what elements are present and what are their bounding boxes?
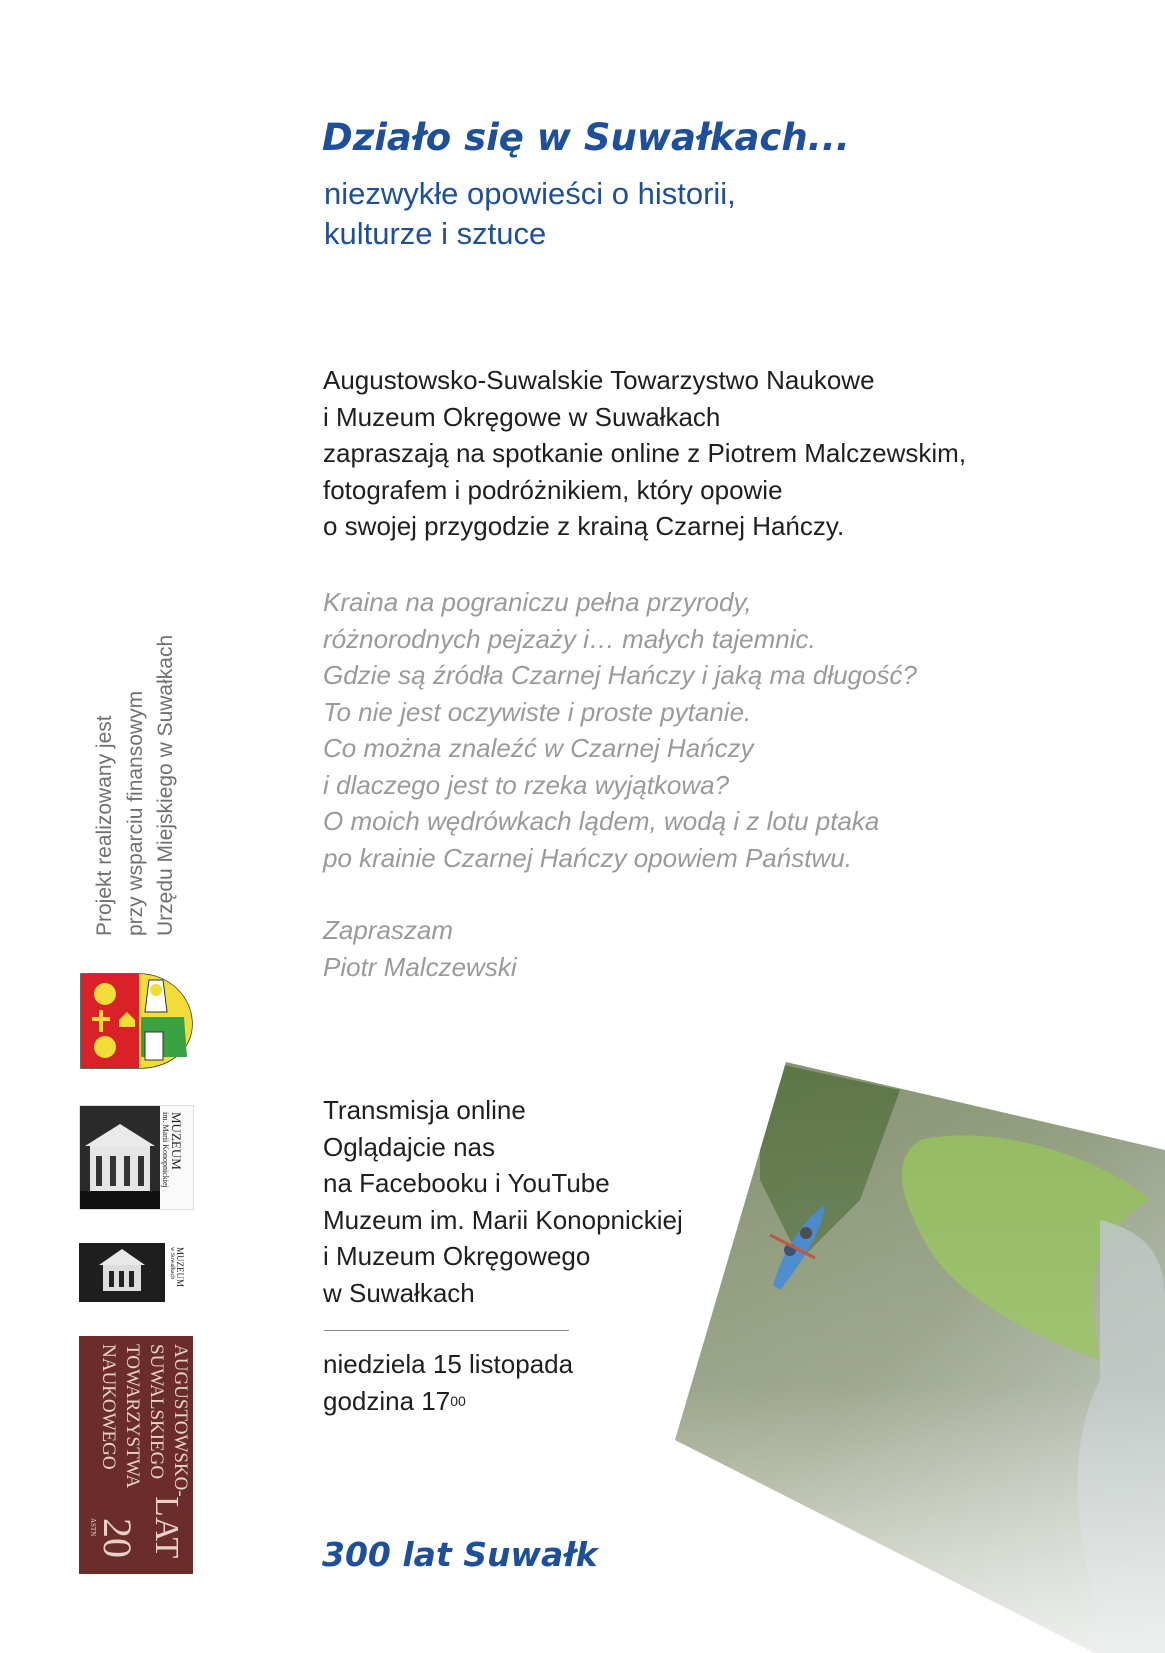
society-line: AUGUSTOWSKO- — [170, 1344, 191, 1497]
story-line: i dlaczego jest to rzeka wyjątkowa? — [323, 769, 730, 800]
broadcast-info — [323, 1092, 683, 1311]
event-date: niedziela 15 listopada — [323, 1349, 574, 1379]
subtitle-line: niezwykłe opowieści o historii, — [324, 176, 736, 211]
sponsor-line: Urzędu Miejskiego w Suwałkach — [154, 634, 177, 936]
broadcast-line: Oglądajcie nas — [323, 1131, 495, 1162]
event-time-hour: godzina 17 — [323, 1385, 451, 1416]
broadcast-line: na Facebooku i YouTube — [323, 1168, 610, 1198]
signature-line: Piotr Malczewski — [323, 951, 517, 982]
society-line: SUWALSKIEGO — [146, 1344, 167, 1480]
sponsor-note — [90, 636, 182, 936]
society-lat: LAT — [148, 1496, 185, 1559]
museum-subtitle: im. Marii Konopnickiej — [161, 1112, 170, 1188]
astn-20-years-logo — [79, 1336, 193, 1574]
divider — [324, 1330, 569, 1331]
society-years: 20 — [95, 1518, 140, 1558]
page-title: Działo się w Suwałkach... — [322, 116, 850, 159]
museum2-title: MUZEUM — [175, 1247, 185, 1287]
intro-line: zapraszają na spotkanie online z Piotrem Malczewskim, — [323, 438, 967, 468]
page-subtitle — [324, 174, 736, 254]
story-line: Co można znaleźć w Czarnej Hańczy — [323, 733, 754, 763]
sponsor-line: przy wsparciu finansowym — [123, 690, 147, 936]
broadcast-line: Muzeum im. Marii Konopnickiej — [323, 1204, 683, 1235]
society-monogram: ASTN — [89, 1518, 97, 1537]
story-line: Gdzie są źródła Czarnej Hańczy i jaką ma długość? — [323, 660, 917, 690]
event-datetime — [323, 1346, 573, 1423]
broadcast-line: w Suwałkach — [323, 1277, 475, 1308]
intro-line: fotografem i podróżnikiem, który opowie — [323, 474, 783, 505]
story-line: po krainie Czarnej Hańczy opowiem Państwu. — [323, 842, 852, 873]
story-line: To nie jest oczywiste i proste pytanie. — [323, 696, 752, 727]
story-line: różnorodnych pejzaży i… małych tajemnic. — [323, 623, 816, 654]
intro-line: o swojej przygodzie z krainą Czarnej Hańczy. — [323, 511, 845, 541]
society-line: TOWARZYSTWA — [122, 1344, 143, 1489]
intro-line: Augustowsko-Suwalskie Towarzystwo Naukowe — [323, 365, 875, 395]
intro-line: i Muzeum Okręgowe w Suwałkach — [323, 401, 721, 432]
footer-slogan: 300 lat Suwałk — [322, 1535, 598, 1574]
suwalki-coat-of-arms-logo — [79, 972, 194, 1070]
event-time-minutes: 00 — [450, 1392, 466, 1409]
event-time — [323, 1383, 573, 1424]
sponsor-line: Projekt realizowany jest — [93, 715, 116, 936]
story-line: Kraina na pograniczu pełna przyrody, — [323, 587, 752, 617]
museum-title: MUZEUM — [169, 1112, 184, 1170]
signature-line: Zapraszam — [323, 915, 454, 945]
subtitle-line: kulturze i sztuce — [324, 216, 547, 251]
signature — [323, 912, 517, 985]
museum-konopnicka-logo — [79, 1105, 194, 1210]
society-line: NAUKOWEGO — [98, 1344, 119, 1470]
story-line: O moich wędrówkach lądem, wodą i z lotu ptaka — [323, 806, 880, 836]
intro-paragraph — [323, 362, 966, 545]
broadcast-line: Transmisja online — [323, 1095, 526, 1125]
museum-building-icon — [79, 1243, 165, 1302]
story-paragraph — [323, 584, 917, 876]
museum2-subtitle: w Suwałkach — [169, 1247, 175, 1280]
manor-house-icon — [80, 1106, 160, 1209]
museum-suwalki-logo — [79, 1243, 193, 1302]
broadcast-line: i Muzeum Okręgowego — [323, 1241, 591, 1271]
